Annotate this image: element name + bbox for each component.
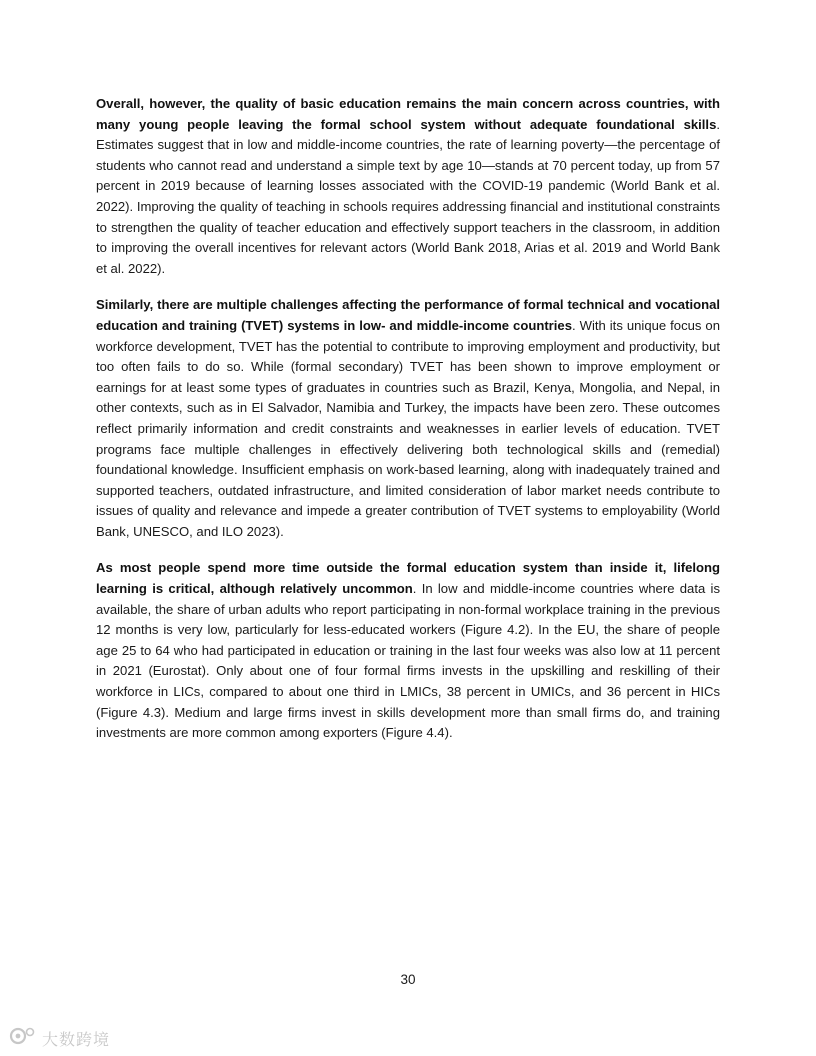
paragraph-lead: Overall, however, the quality of basic education remains the main concern across countries, with many young people leaving the formal school system without adequate foundational skills bbox=[96, 96, 720, 132]
paragraph-body: . Estimates suggest that in low and middle-income countries, the rate of learning poverty—the percentage of students who cannot read and understand a simple text by age 10—stands at 70 percent today, up from 57 percent in 2019 because of learning losses associated with the COVID-19 pandemic (World Bank et al. 2022). Improving the quality of teaching in schools requires addressing financial and institutional constraints to strengthen the quality of teacher education and effectively support teachers in the classroom, in addition to improving the overall incentives for relevant actors (World Bank 2018, Arias et al. 2019 and World Bank et al. 2022). bbox=[96, 116, 720, 276]
ic-logo-icon bbox=[8, 1026, 38, 1051]
paragraph-body: . With its unique focus on workforce development, TVET has the potential to contribute to improving employment and productivity, but too often fails to do so. While (formal secondary) TVET has been shown to improve employment or earnings for at least some types of graduates in countries such as Brazil, Kenya, Mongolia, and Nepal, in other contexts, such as in El Salvador, Namibia and Turkey, the impacts have been zero. These outcomes reflect primarily information and credit constraints and weaknesses in earlier levels of education. TVET programs face multiple challenges in effectively delivering both technological skills and (remedial) foundational knowledge. Insufficient emphasis on work-based learning, along with inadequately trained and supported teachers, outdated infrastructure, and limited consideration of labor market needs contribute to issues of quality and relevance and impede a greater contribution of TVET systems to employability (World Bank, UNESCO, and ILO 2023). bbox=[96, 317, 720, 539]
paragraph-lifelong-learning bbox=[96, 558, 720, 743]
watermark bbox=[8, 1026, 110, 1051]
document-body bbox=[96, 94, 720, 760]
paragraph-basic-education bbox=[96, 94, 720, 279]
paragraph-body: . In low and middle-income countries where data is available, the share of urban adults who report participating in non-formal workplace training in the previous 12 months is very low, particularly for less-educated workers (Figure 4.2). In the EU, the share of people age 25 to 64 who had participated in education or training in the last four weeks was also low at 11 percent in 2021 (Eurostat). Only about one of four formal firms invests in the upskilling and reskilling of their workforce in LICs, compared to about one third in LMICs, 38 percent in UMICs, and 36 percent in HICs (Figure 4.3). Medium and large firms invest in skills development more than small firms do, and training investments are more common among exporters (Figure 4.4). bbox=[96, 581, 720, 741]
paragraph-tvet bbox=[96, 295, 720, 542]
paragraph-lead: As most people spend more time outside the formal education system than inside it, lifelong learning is critical, although relatively uncommon bbox=[96, 560, 720, 597]
watermark-text: 大数跨境 bbox=[42, 1030, 111, 1049]
page-number: 30 bbox=[400, 972, 416, 987]
paragraph-lead: Similarly, there are multiple challenges affecting the performance of formal technical and vocational education and training (TVET) systems in low- and middle-income countries bbox=[96, 297, 720, 333]
